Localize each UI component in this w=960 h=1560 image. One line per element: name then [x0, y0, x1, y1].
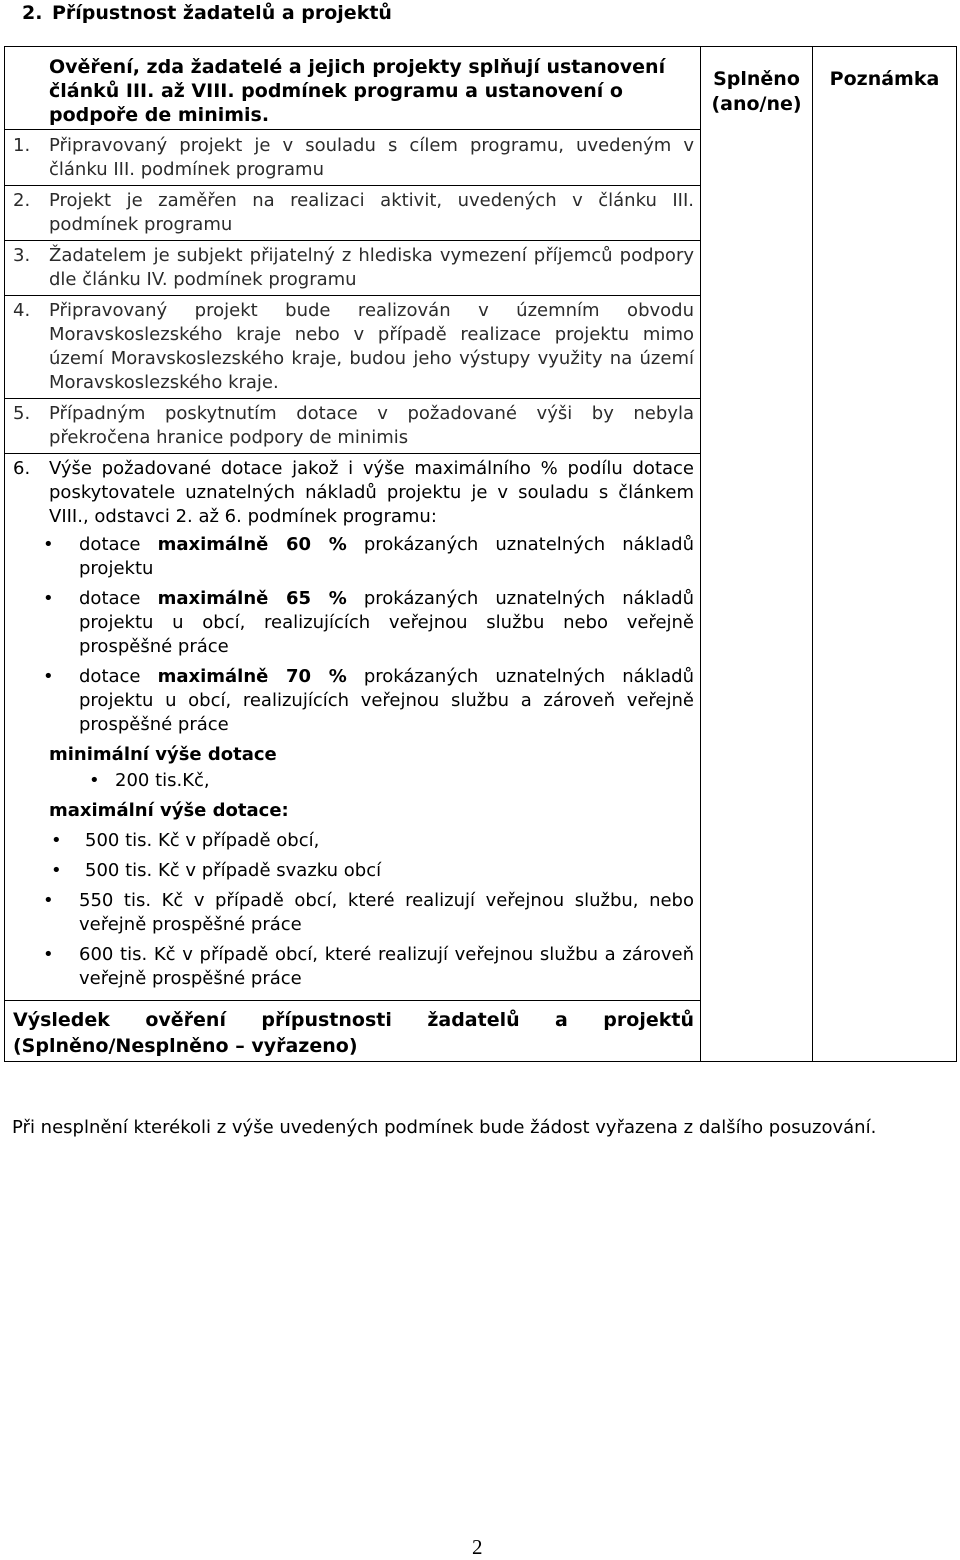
- list-item: • dotace maximálně 65 % prokázaných uznatelných nákladů projektu u obcí, realizujících veřejnou službu nebo veřejně prospěšné práce: [5, 587, 694, 659]
- criterion-text: Projekt je zaměřen na realizaci aktivit, uvedených v článku III. podmínek programu: [49, 190, 694, 235]
- criterion-number: 6.: [13, 458, 31, 479]
- list-item: • dotace maximálně 70 % prokázaných uznatelných nákladů projektu u obcí, realizujících veřejnou službu a zároveň veřejně prospěšné práce: [5, 665, 694, 737]
- criterion-text: Výše požadované dotace jakož i výše maximálního % podílu dotace poskytovatele uznatelných nákladů projektu je v souladu s článkem VIII., odstavci 2. až 6. podmínek programu:: [49, 458, 694, 527]
- max-list-b: [5, 889, 694, 991]
- section-title: Přípustnost žadatelů a projektů: [52, 2, 392, 24]
- max-label: maximální výše dotace:: [49, 800, 289, 821]
- criterion-3: [5, 241, 701, 296]
- criterion-2: [5, 186, 701, 241]
- page-number: 2: [472, 1535, 483, 1559]
- criterion-text: Připravovaný projekt je v souladu s cílem programu, uvedeným v článku III. podmínek programu: [49, 135, 694, 180]
- column-note: [813, 47, 957, 1062]
- footnote: Při nesplnění kterékoli z výše uvedených podmínek bude žádost vyřazena z dalšího posuzování.: [12, 1117, 877, 1138]
- max-list-a: [49, 829, 694, 883]
- header-note: Poznámka: [829, 68, 940, 90]
- criterion-number: 4.: [13, 300, 31, 321]
- section-heading: [22, 2, 392, 24]
- list-item: • 500 tis. Kč v případě obcí,: [49, 829, 694, 853]
- criterion-text: Připravovaný projekt bude realizován v územním obvodu Moravskoslezského kraje nebo v případě realizace projektu mimo území Moravskoslezského kraje, budou jeho výstupy využity na území Moravskoslezského kraje.: [49, 300, 694, 393]
- criterion-6: [5, 454, 701, 1001]
- result-cell: [5, 1001, 701, 1062]
- list-item: • 200 tis.Kč,: [5, 769, 694, 793]
- criterion-number: 2.: [13, 190, 31, 211]
- header-verification: Ověření, zda žadatelé a jejich projekty splňují ustanovení článků III. až VIII. podmínek programu a ustanovení o podpoře de minimis.: [5, 47, 701, 130]
- min-label: minimální výše dotace: [49, 744, 277, 765]
- criterion-number: 1.: [13, 135, 31, 156]
- list-item: • 550 tis. Kč v případě obcí, které realizují veřejnou službu, nebo veřejně prospěšné práce: [5, 889, 694, 937]
- result-line1: Výsledek ověření přípustnosti žadatelů a projektů: [13, 1009, 694, 1031]
- criterion-text: Případným poskytnutím dotace v požadované výši by nebyla překročena hranice podpory de minimis: [49, 403, 694, 448]
- criteria-table: [4, 46, 957, 1062]
- list-item: • 500 tis. Kč v případě svazku obcí: [49, 859, 694, 883]
- criterion-number: 5.: [13, 403, 31, 424]
- table-header-row: [5, 47, 957, 130]
- criterion-number: 3.: [13, 245, 31, 266]
- criterion-1: [5, 130, 701, 186]
- result-line2: (Splněno/Nesplněno – vyřazeno): [13, 1035, 358, 1057]
- criterion-5: [5, 399, 701, 454]
- min-list: [5, 769, 694, 793]
- list-item: • 600 tis. Kč v případě obcí, které realizují veřejnou službu a zároveň veřejně prospěšné práce: [5, 943, 694, 991]
- section-number: 2.: [22, 2, 43, 24]
- rate-list: [5, 533, 694, 737]
- header-met: Splněno (ano/ne): [711, 68, 802, 115]
- criterion-text: Žadatelem je subjekt přijatelný z hlediska vymezení příjemců podpory dle článku IV. podmínek programu: [49, 245, 694, 290]
- criterion-4: [5, 296, 701, 399]
- list-item: • dotace maximálně 60 % prokázaných uznatelných nákladů projektu: [5, 533, 694, 581]
- column-met: [701, 47, 813, 1062]
